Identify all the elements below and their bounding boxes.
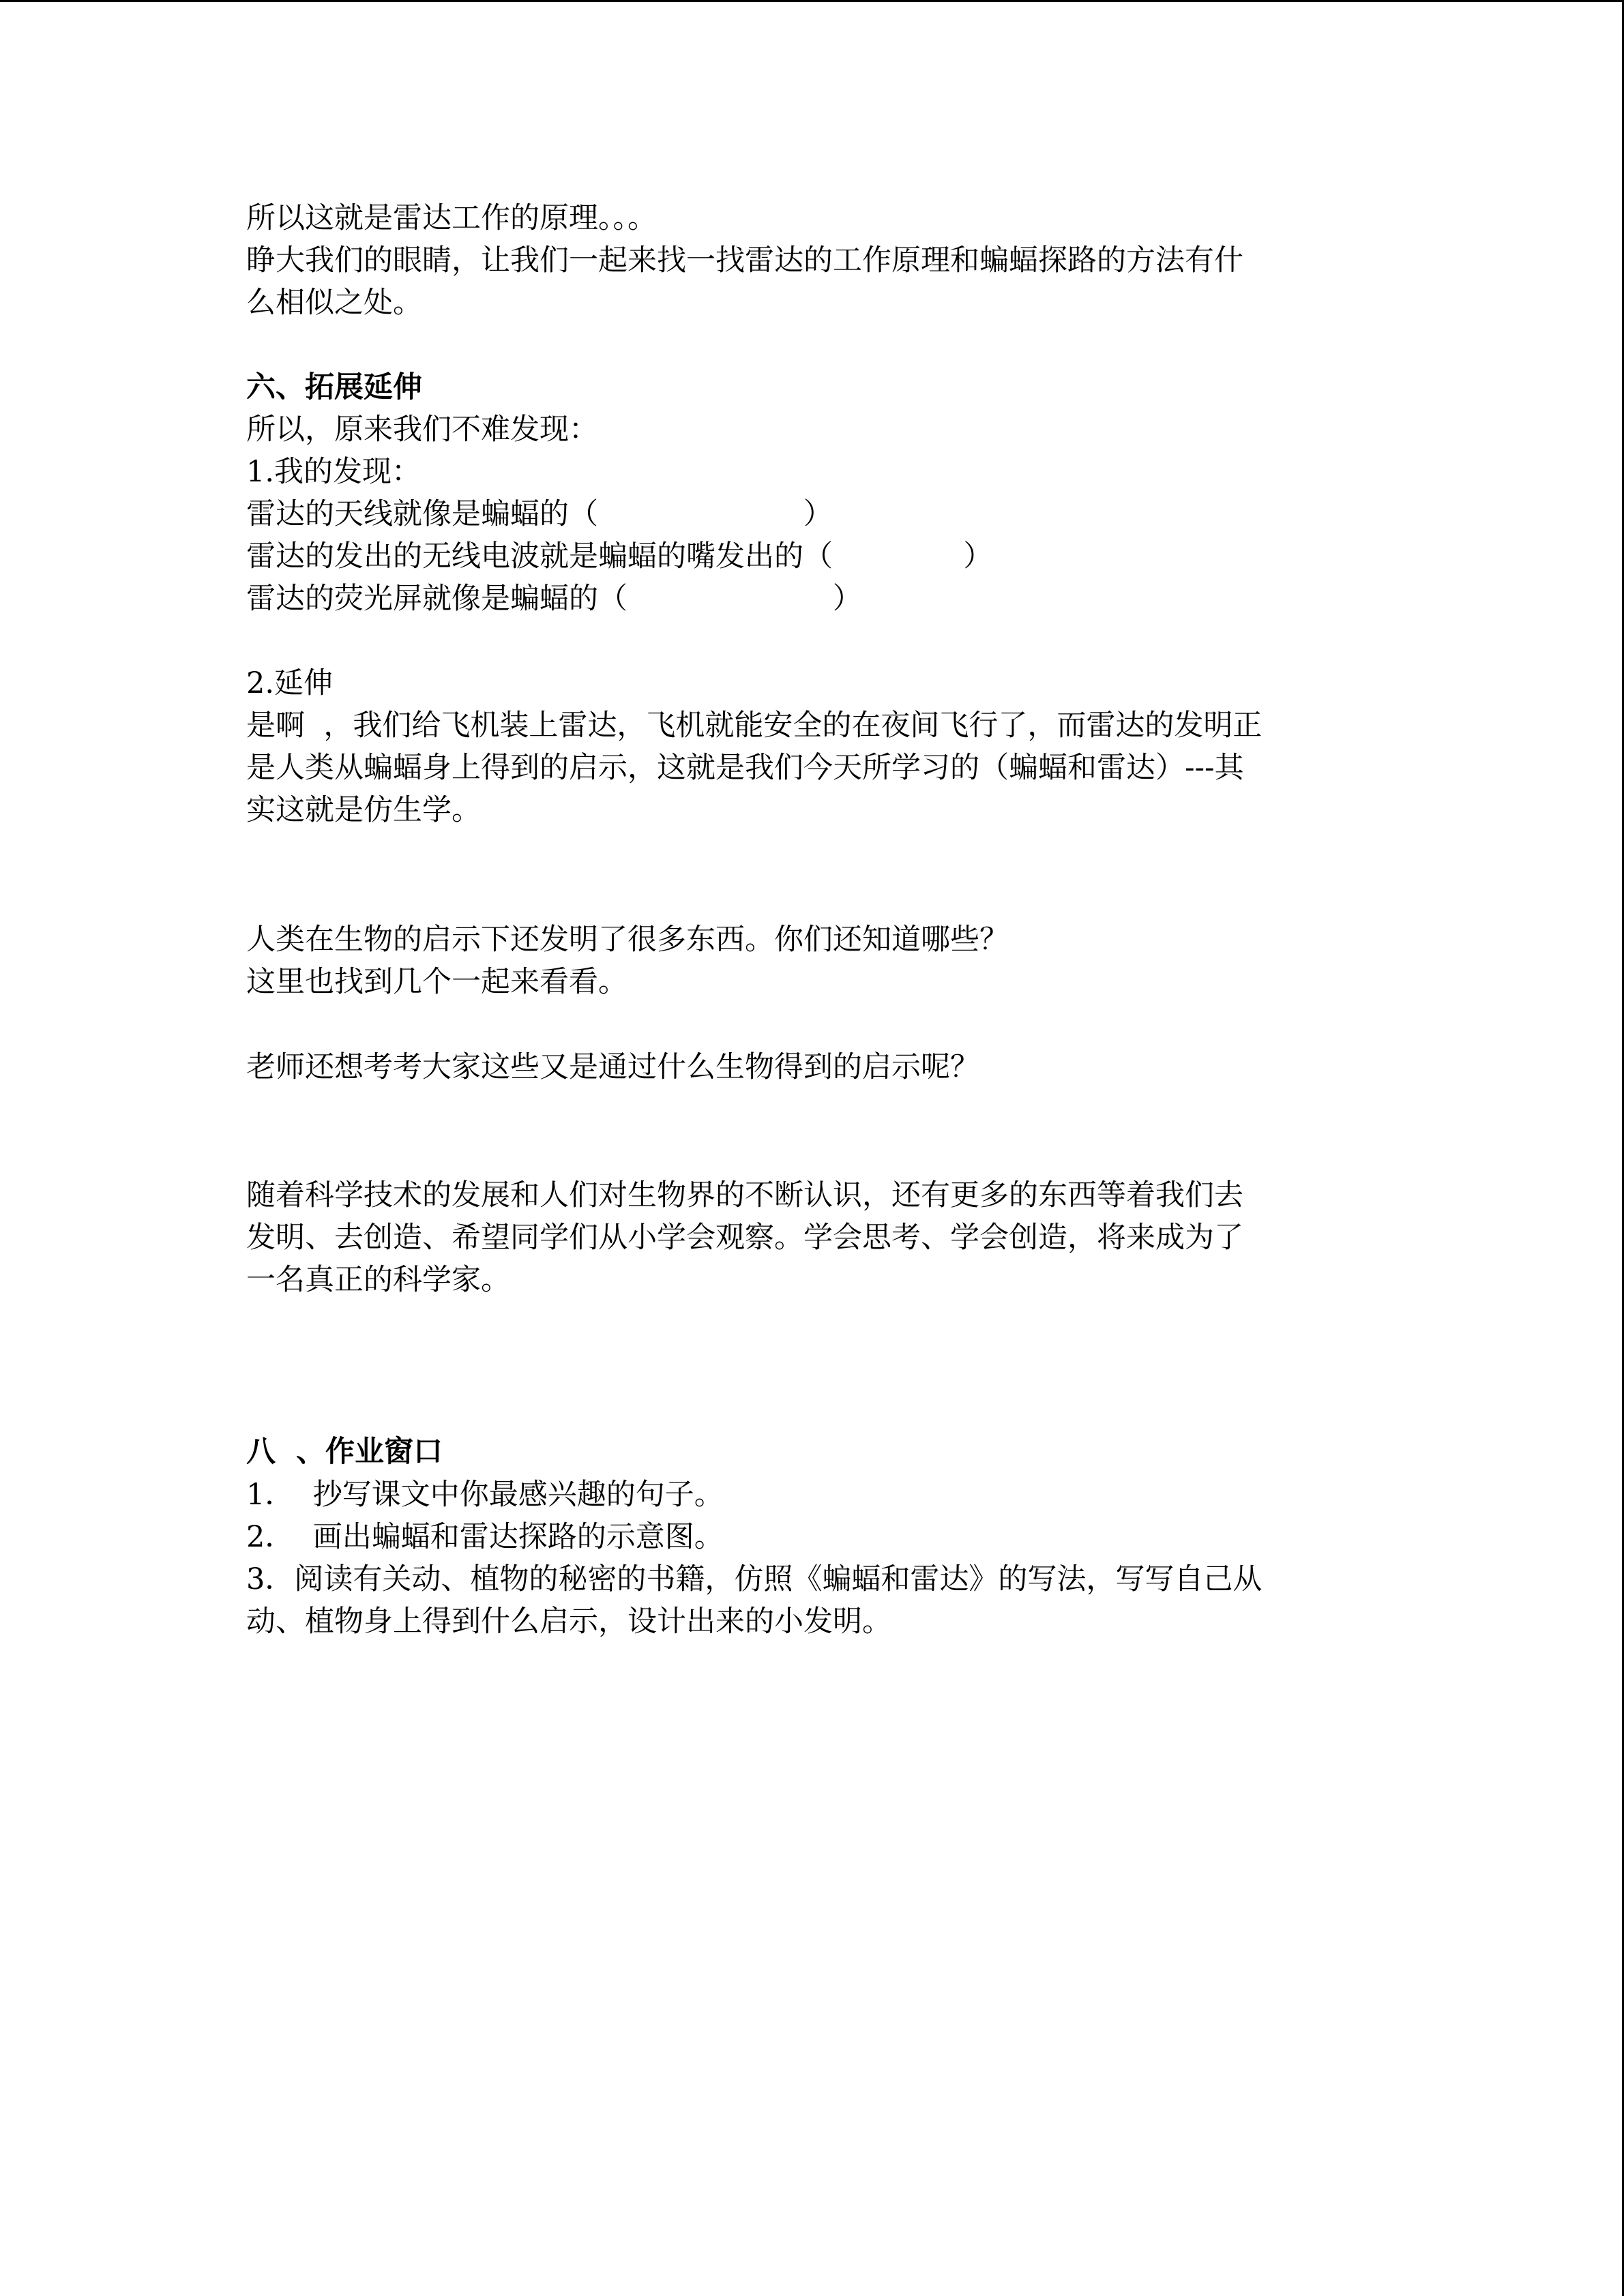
homework-item-3: 3．阅读有关动、植物的秘密的书籍，仿照《蝙蝠和雷达》的写法，写写自己从 [246,1562,1263,1596]
fill-blank-screen: 雷达的荧光屏就像是蝙蝠的（ ） [246,582,862,616]
section-six-heading: 六、拓展延伸 [246,370,422,404]
intro-line-1: 所以这就是雷达工作的原理。。。 [246,201,657,235]
page-top-border [0,0,1624,2]
homework-item-3-cont: 动、植物身上得到什么启示，设计出来的小发明。 [246,1605,891,1639]
inventions-line-2: 这里也找到几个一起来看看。 [246,965,628,999]
inventions-line-1: 人类在生物的启示下还发明了很多东西。你们还知道哪些？ [246,923,1009,957]
extension-line-1: 是啊 ，我们给飞机装上雷达，飞机就能安全的在夜间飞行了，而雷达的发明正 [246,709,1263,743]
section-six-intro: 所以，原来我们不难发现： [246,413,598,447]
homework-item-1: 1． 抄写课文中你最感兴趣的句子。 [246,1478,724,1512]
section-eight-heading: 八 、作业窗口 [246,1435,443,1469]
question-line: 老师还想考考大家这些又是通过什么生物得到的启示呢？ [246,1050,979,1084]
discovery-label: 1.我的发现： [246,455,422,489]
closing-line-1: 随着科学技术的发展和人们对生物界的不断认识，还有更多的东西等着我们去 [246,1178,1243,1212]
extension-line-3: 实这就是仿生学。 [246,793,481,827]
fill-blank-antenna: 雷达的天线就像是蝙蝠的（ ） [246,497,833,531]
extension-label: 2.延伸 [246,666,334,700]
intro-line-3: 么相似之处。 [246,286,422,320]
extension-line-2: 是人类从蝙蝠身上得到的启示，这就是我们今天所学习的（蝙蝠和雷达）---其 [246,751,1244,785]
closing-line-2: 发明、去创造、希望同学们从小学会观察。学会思考、学会创造，将来成为了 [246,1221,1243,1255]
closing-line-3: 一名真正的科学家。 [246,1263,510,1297]
intro-line-2: 睁大我们的眼睛，让我们一起来找一找雷达的工作原理和蝙蝠探路的方法有什 [246,243,1243,278]
homework-item-2: 2． 画出蝙蝠和雷达探路的示意图。 [246,1520,724,1554]
fill-blank-radio-wave: 雷达的发出的无线电波就是蝙蝠的嘴发出的（ ） [246,539,993,573]
